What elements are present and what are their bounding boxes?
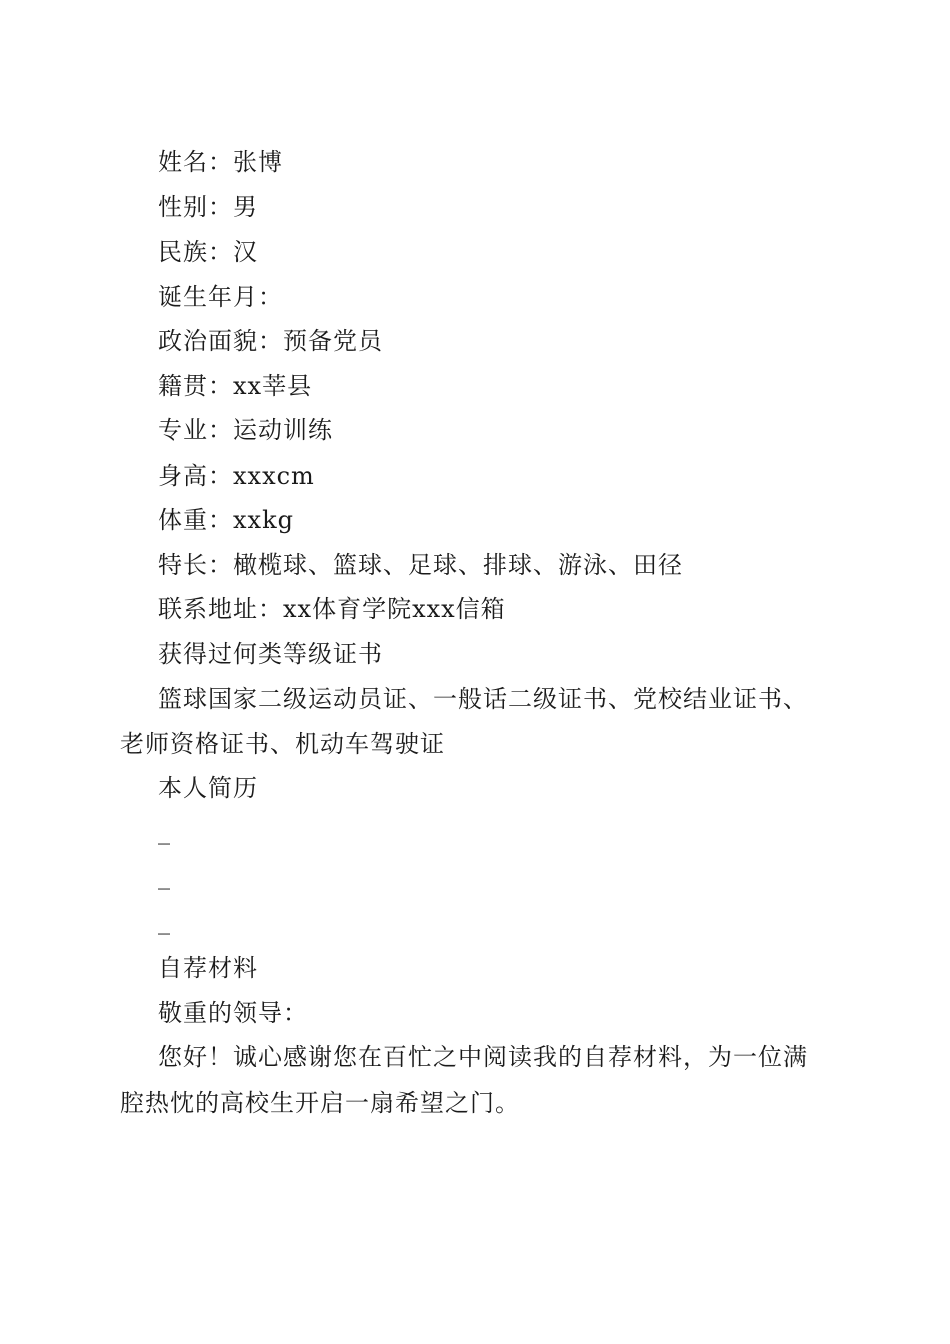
field-contact-address: 联系地址：xx体育学院xxx信箱 <box>158 595 506 623</box>
resume-placeholder: _ <box>158 862 171 890</box>
body-line-1: 您好！诚心感谢您在百忙之中阅读我的自荐材料，为一位满 <box>158 1043 808 1071</box>
certificates-heading: 获得过何类等级证书 <box>158 640 383 668</box>
field-political-status: 政治面貌：预备党员 <box>158 327 383 355</box>
field-birth-date: 诞生年月： <box>158 283 283 311</box>
salutation: 敬重的领导： <box>158 999 308 1027</box>
certificates-line-2: 老师资格证书、机动车驾驶证 <box>120 730 445 758</box>
field-name: 姓名：张博 <box>158 148 283 176</box>
resume-placeholder: _ <box>158 907 171 935</box>
certificates-line-1: 篮球国家二级运动员证、一般话二级证书、党校结业证书、 <box>158 685 808 713</box>
resume-placeholder: _ <box>158 817 171 845</box>
resume-heading: 本人简历 <box>158 774 258 802</box>
field-major: 专业：运动训练 <box>158 416 333 444</box>
field-weight: 体重：xxkg <box>158 506 294 534</box>
self-recommendation-heading: 自荐材料 <box>158 954 258 982</box>
field-ethnicity: 民族：汉 <box>158 238 258 266</box>
field-height: 身高：xxxcm <box>158 462 315 490</box>
field-gender: 性别：男 <box>158 193 258 221</box>
field-native-place: 籍贯：xx莘县 <box>158 372 313 400</box>
field-specialties: 特长：橄榄球、篮球、足球、排球、游泳、田径 <box>158 551 683 579</box>
body-line-2: 腔热忱的高校生开启一扇希望之门。 <box>120 1089 520 1117</box>
